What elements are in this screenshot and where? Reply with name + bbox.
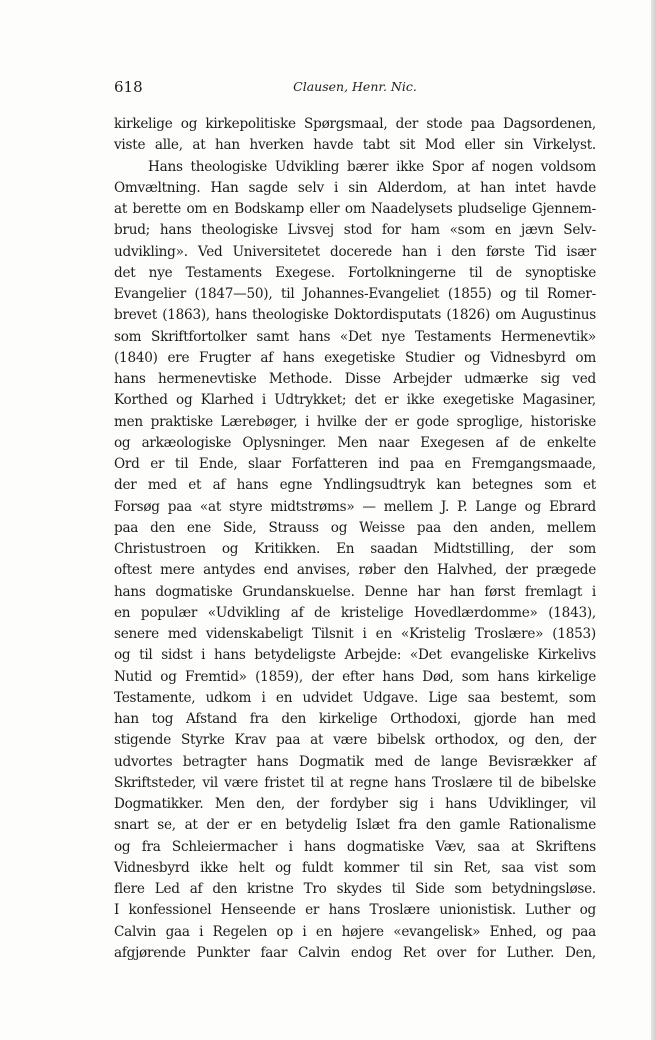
text-line: Evangelier (1847—50), til Johannes-Evangeliet (1855) og til Romer- xyxy=(114,286,596,302)
text-line: det nye Testaments Exegese. Fortolkningerne til de synoptiske xyxy=(114,264,596,281)
text-line: Omvæltning. Han sagde selv i sin Alderdom, at han intet havde xyxy=(114,179,596,196)
text-line: brevet (1863), hans theologiske Doktordisputats (1826) om Augustinus xyxy=(114,307,596,324)
text-line: I konfessionel Henseende er hans Troslære unionistisk. Luther og xyxy=(114,902,596,919)
page-number: 618 xyxy=(114,78,143,96)
text-line: Korthed og Klarhed i Udtrykket; det er ikke exegetiske Magasiner, xyxy=(114,392,596,409)
text-line: afgjørende Punkter faar Calvin endog Ret over for Luther. Den, xyxy=(114,944,596,961)
text-line: brud; hans theologiske Livsvej stod for ham «som en jævn Selv- xyxy=(114,222,596,239)
text-line: Calvin gaa i Regelen op i en højere «evangelisk» Enhed, og paa xyxy=(114,923,596,940)
text-line: udvortes betragter hans Dogmatik med de lange Bevisrækker af xyxy=(114,753,596,770)
text-line: en populær «Udvikling af de kristelige Hovedlærdomme» (1843), xyxy=(114,604,596,621)
text-line: Testamente, udkom i en udvidet Udgave. Lige saa bestemt, som xyxy=(114,689,596,706)
text-line: paa den ene Side, Strauss og Weisse paa den anden, mellem xyxy=(114,519,596,536)
text-line: Forsøg paa «at styre midtstrøms» — mellem J. P. Lange og Ebrard xyxy=(114,498,596,515)
text-line: men praktiske Lærebøger, i hvilke der er gode sproglige, historiske xyxy=(114,413,596,430)
text-line: og til sidst i hans betydeligste Arbejde: «Det evangeliske Kirkelivs xyxy=(114,647,596,664)
paragraph-start-line: Hans theologiske Udvikling bærer ikke Spor af nogen voldsom xyxy=(148,158,596,175)
text-line: oftest mere antydes end anvises, røber den Halvhed, der prægede xyxy=(114,562,596,579)
text-line: (1840) ere Frugter af hans exegetiske Studier og Vidnesbyrd om xyxy=(114,349,596,366)
text-line: og arkæologiske Oplysninger. Men naar Exegesen af de enkelte xyxy=(114,434,596,451)
text-line: Nutid og Fremtid» (1859), der efter hans Død, som hans kirkelige xyxy=(114,668,596,685)
text-line: Vidnesbyrd ikke helt og fuldt kommer til sin Ret, saa vist som xyxy=(114,859,596,876)
text-line: senere med videnskabeligt Tilsnit i en «Kristelig Troslære» (1853) xyxy=(114,626,596,642)
text-line: Skriftsteder, vil være fristet til at regne hans Troslære til de bibelske xyxy=(114,774,596,791)
text-line: hans dogmatiske Grundanskuelse. Denne har han først fremlagt i xyxy=(114,583,596,600)
text-line: han tog Afstand fra den kirkelige Orthodoxi, gjorde han med xyxy=(114,711,596,727)
text-line: snart se, at der er en betydelig Islæt fra den gamle Rationalisme xyxy=(114,817,596,834)
text-line: kirkelige og kirkepolitiske Spørgsmaal, der stode paa Dagsordenen, xyxy=(114,116,596,132)
text-line: der med et af hans egne Yndlingsudtryk kan betegnes som et xyxy=(114,477,596,494)
text-line: stigende Styrke Krav paa at være bibelsk orthodox, og den, der xyxy=(114,732,596,749)
body-text xyxy=(114,114,596,964)
running-head: Clausen, Henr. Nic. xyxy=(293,79,417,94)
page-header xyxy=(114,78,596,100)
text-line: Ord er til Ende, slaar Forfatteren ind paa en Fremgangsmaade, xyxy=(114,456,596,472)
text-line: at berette om en Bodskamp eller om Naadelysets pludselige Gjennem- xyxy=(114,201,596,217)
text-line: som Skriftfortolker samt hans «Det nye Testaments Hermenevtik» xyxy=(114,328,596,345)
text-line: og fra Schleiermacher i hans dogmatiske Væv, saa at Skriftens xyxy=(114,838,596,855)
text-line: Dogmatikker. Men den, der fordyber sig i hans Udviklinger, vil xyxy=(114,796,596,812)
page-edge xyxy=(651,0,656,1040)
text-line: udvikling». Ved Universitetet docerede han i den første Tid især xyxy=(114,243,596,260)
text-line: viste alle, at han hverken havde tabt sit Mod eller sin Virkelyst. xyxy=(114,137,596,154)
text-line: hans hermenevtiske Methode. Disse Arbejder udmærke sig ved xyxy=(114,371,596,387)
text-line: Christustroen og Kritikken. En saadan Midtstilling, der som xyxy=(114,541,596,557)
text-line: flere Led af den kristne Tro skydes til Side som betydningsløse. xyxy=(114,881,596,897)
